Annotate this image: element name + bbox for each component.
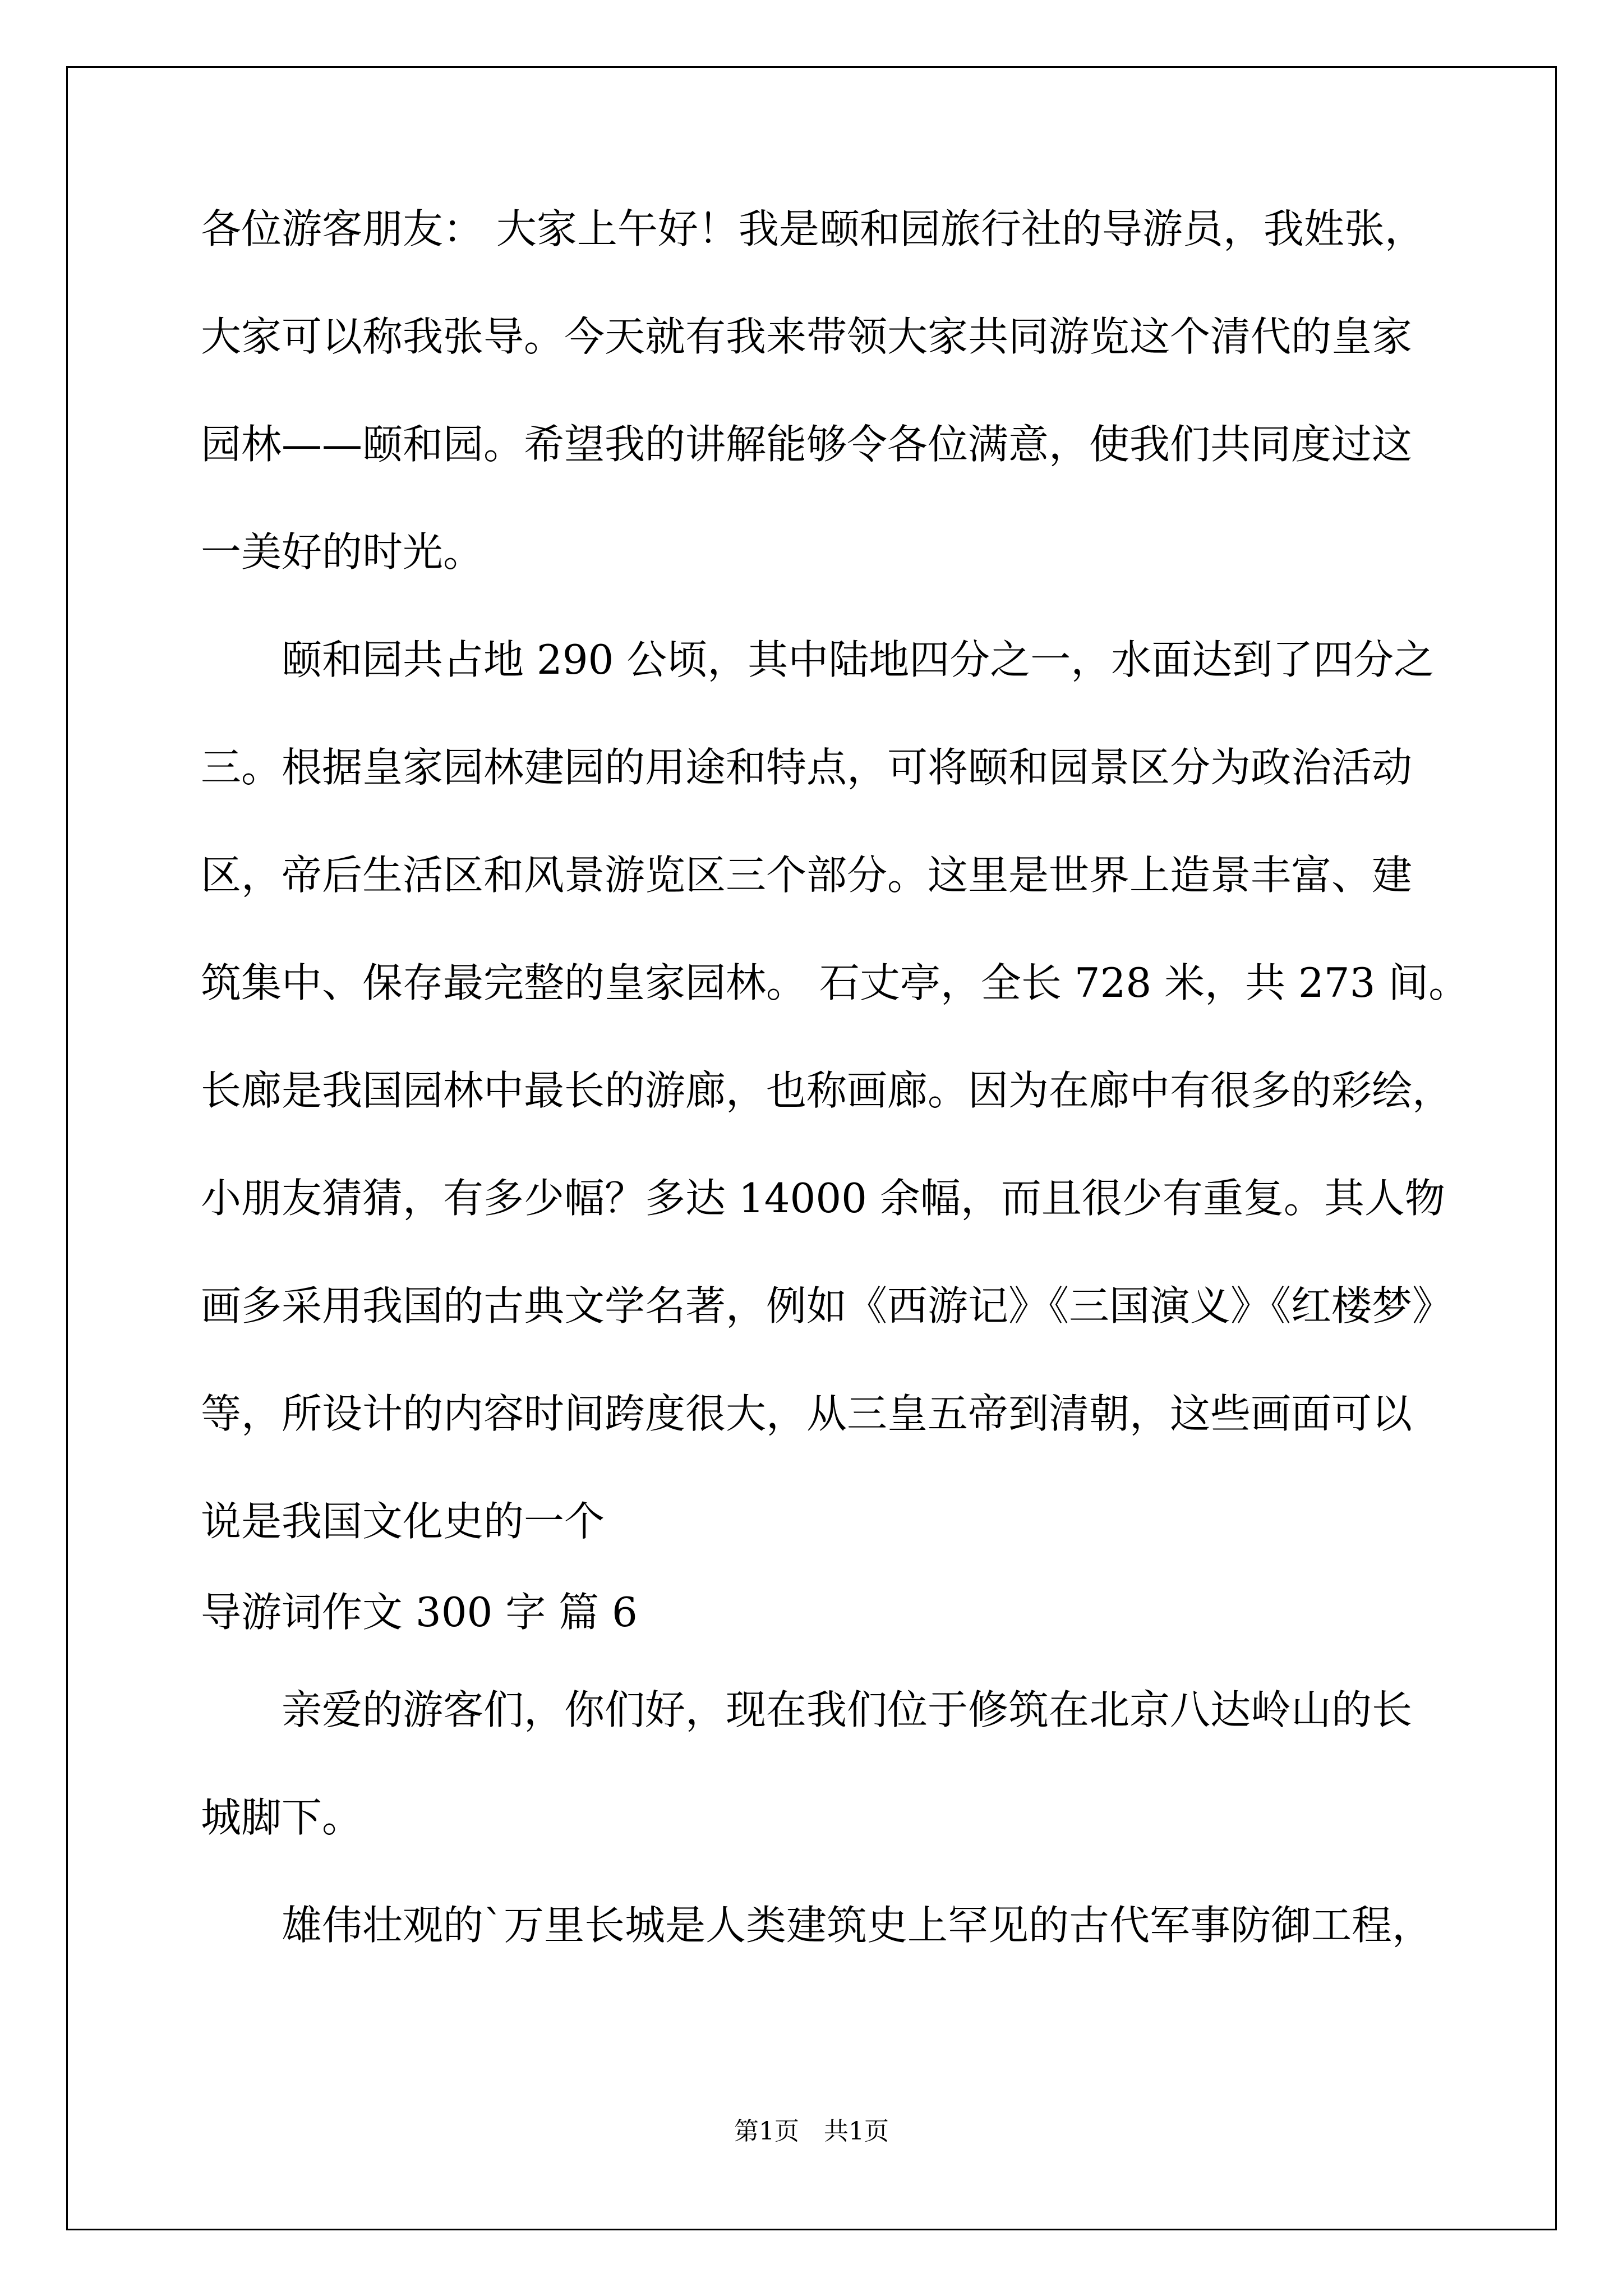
text-line: 雄伟壮观的`万里长城是人类建筑史上罕见的古代军事防御工程， bbox=[201, 1902, 1433, 1949]
page-footer: 第1页 共1页 bbox=[734, 2117, 889, 2146]
text-line: 颐和园共占地 290 公顷，其中陆地四分之一，水面达到了四分之 bbox=[201, 636, 1435, 683]
text-line: 城脚下。 bbox=[201, 1794, 363, 1841]
text-line: 亲爱的游客们，你们好，现在我们位于修筑在北京八达岭山的长 bbox=[201, 1686, 1413, 1733]
text-line: 三。根据皇家园林建园的用途和特点，可将颐和园景区分为政治活动 bbox=[201, 744, 1413, 791]
text-line: 大家可以称我张导。今天就有我来带领大家共同游览这个清代的皇家 bbox=[201, 313, 1413, 360]
text-line: 各位游客朋友： 大家上午好！我是颐和园旅行社的导游员，我姓张， bbox=[201, 205, 1425, 252]
text-line: 筑集中、保存最完整的皇家园林。 石丈亭，全长 728 米，共 273 间。 bbox=[201, 959, 1469, 1006]
text-line: 园林——颐和园。希望我的讲解能够令各位满意，使我们共同度过这 bbox=[201, 421, 1413, 468]
text-line: 画多采用我国的古典文学名著，例如《西游记》《三国演义》《红楼梦》 bbox=[201, 1282, 1453, 1329]
text-line: 小朋友猜猜，有多少幅？多达 14000 余幅，而且很少有重复。其人物 bbox=[201, 1175, 1445, 1222]
text-line: 区，帝后生活区和风景游览区三个部分。这里是世界上造景丰富、建 bbox=[201, 852, 1413, 899]
text-line: 等，所设计的内容时间跨度很大，从三皇五帝到清朝，这些画面可以 bbox=[201, 1390, 1413, 1437]
text-line: 长廊是我国园林中最长的游廊，也称画廊。因为在廊中有很多的彩绘， bbox=[201, 1067, 1453, 1114]
text-line: 说是我国文化史的一个 bbox=[201, 1498, 605, 1545]
section-heading: 导游词作文 300 字 篇 6 bbox=[201, 1589, 638, 1636]
text-line: 一美好的时光。 bbox=[201, 528, 484, 576]
